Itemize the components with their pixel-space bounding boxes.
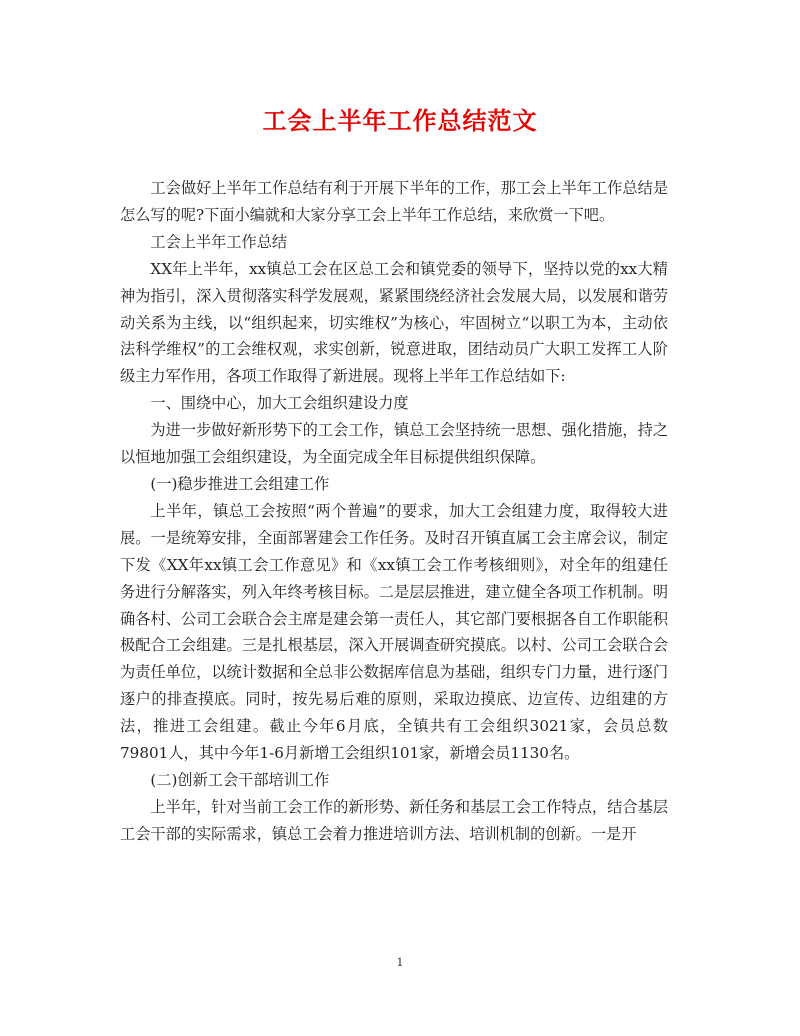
body-paragraph: XX年上半年，xx镇总工会在区总工会和镇党委的领导下，坚持以党的xx大精神为指引，深入贯彻落实科学发展观，紧紧围绕经济社会发展大局，以发展和谐劳动关系为主线，以“组织起来，切实维权”为核心，牢固树立“以职工为本，主动依法科学维权”的工会维权观，求实创新，锐意进取，团结动员广大职工发挥工人阶级主力军作用，各项工作取得了新进展。现将上半年工作总结如下: xyxy=(120,259,668,386)
section-heading: 工会上半年工作总结 xyxy=(150,232,288,251)
intro-paragraph: 工会做好上半年工作总结有利于开展下半年的工作，那工会上半年工作总结是怎么写的呢?下面小编就和大家分享工会上半年工作总结，来欣赏一下吧。 xyxy=(120,179,668,224)
subsection-heading: (二)创新工会干部培训工作 xyxy=(150,770,330,789)
body-paragraph: 上半年，镇总工会按照“两个普遍”的要求，加大工会组建力度，取得较大进展。一是统筹安排，全面部署建会工作任务。及时召开镇直属工会主席会议，制定下发《XX年xx镇工会工作意见》和《xx镇工会工作考核细则》，对全年的组建任务进行分解落实，列入年终考核目标。二是层层推进，建立健全各项工作机制。明确各村、公司工会联合会主席是建会第一责任人，其它部门要根据各自工作职能积极配合工会组建。三是扎根基层，深入开展调查研究摸底。以村、公司工会联合会为责任单位，以统计数据和全总非公数据库信息为基础，组织专门力量，进行逐门逐户的排查摸底。同时，按先易后难的原则，采取边摸底、边宣传、边组建的方法，推进工会组建。截止今年6月底，全镇共有工会组织3021家，会员总数79801人，其中今年1-6月新增工会组织101家，新增会员1130名。 xyxy=(120,501,668,763)
body-paragraph: 上半年，针对当前工会工作的新形势、新任务和基层工会工作特点，结合基层工会干部的实际需求，镇总工会着力推进培训方法、培训机制的创新。一是开 xyxy=(120,797,668,843)
section-heading: 一、围绕中心，加大工会组织建设力度 xyxy=(150,394,409,413)
document-title: 工会上半年工作总结范文 xyxy=(262,106,538,135)
page-number: 1 xyxy=(396,956,404,969)
body-paragraph: 为进一步做好新形势下的工会工作，镇总工会坚持统一思想、强化措施，持之以恒地加强工会组织建设，为全面完成全年目标提供组织保障。 xyxy=(120,421,668,467)
subsection-heading: (一)稳步推进工会组建工作 xyxy=(150,474,330,493)
document-body xyxy=(120,175,668,848)
